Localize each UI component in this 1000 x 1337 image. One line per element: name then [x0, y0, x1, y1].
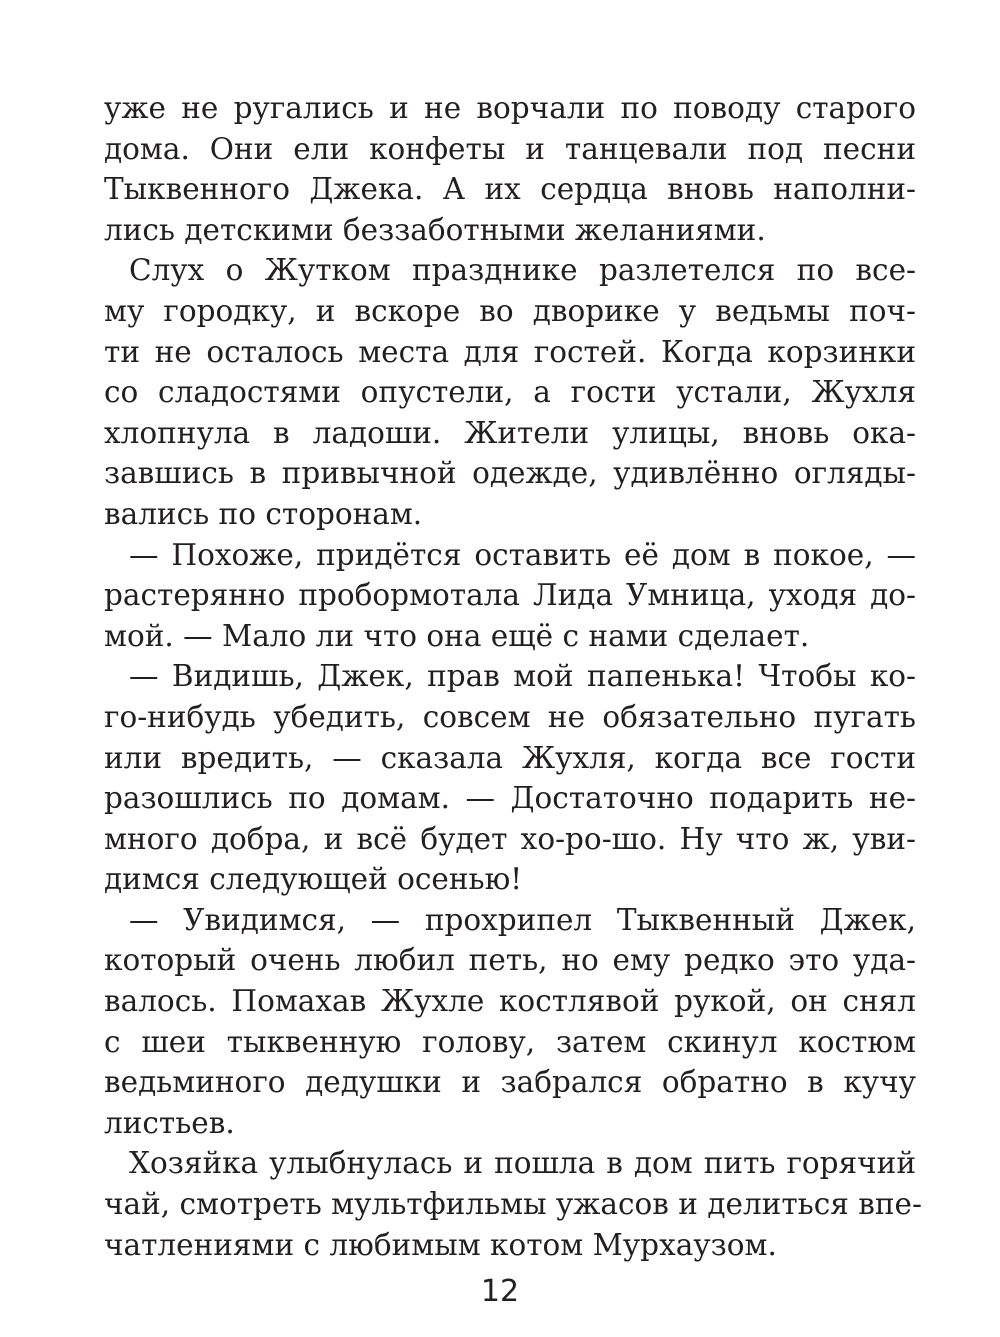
text-line: много добра, и всё будет хо-ро-шо. Ну что ж, уви-: [104, 821, 916, 856]
paragraph-5: [104, 900, 916, 1144]
text-line: который очень любил петь, но ему редко это уда-: [104, 943, 916, 978]
text-line: дома. Они ели конфеты и танцевали под песни: [104, 131, 916, 166]
text-line: — Увидимся, — прохрипел Тыквенный Джек,: [129, 902, 916, 937]
text-line: Тыквенного Джека. А их сердца вновь наполни-: [104, 172, 916, 207]
text-line: с шеи тыквенную голову, затем скинул костюм: [104, 1024, 916, 1059]
book-page-text: [104, 88, 922, 1265]
text-line: Хозяйка улыбнулась и пошла в дом пить горячий: [129, 1146, 916, 1181]
text-line: уже не ругались и не ворчали по поводу старого: [104, 91, 916, 125]
paragraph-3: [104, 535, 916, 657]
text-line: ти не осталось места для гостей. Когда корзинки: [104, 334, 916, 369]
text-line: — Похоже, придётся оставить её дом в покое, —: [129, 537, 916, 572]
text-line: ведьминого дедушки и забрался обратно в кучу: [104, 1065, 916, 1100]
text-line: разошлись по домам. — Достаточно подарить не-: [104, 781, 916, 816]
text-line: лись детскими беззаботными желаниями.: [104, 212, 766, 247]
text-line: завшись в привычной одежде, удивлённо огляды-: [104, 456, 916, 491]
text-line: вались по сторонам.: [104, 496, 423, 531]
paragraph-1: [104, 88, 916, 250]
text-line: Слух о Жутком празднике разлетелся по все-: [129, 253, 916, 288]
text-line: валось. Помахав Жухле костлявой рукой, он снял: [104, 984, 916, 1019]
text-line: со сладостями опустели, а гости устали, Жухля: [104, 375, 916, 410]
text-line: димся следующей осенью!: [104, 862, 523, 897]
page-number: 12: [480, 1274, 520, 1309]
text-line: — Видишь, Джек, прав мой папенька! Чтобы ко-: [129, 659, 916, 694]
text-line: листьев.: [104, 1105, 235, 1140]
text-line: му городку, и вскоре во дворике у ведьмы поч-: [104, 293, 916, 328]
paragraph-2: [104, 250, 916, 534]
text-line: растерянно пробормотала Лида Умница, уходя до-: [104, 578, 916, 613]
text-line: го-нибудь убедить, совсем не обязательно пугать: [104, 699, 916, 734]
text-line: или вредить, — сказала Жухля, когда все гости: [104, 740, 916, 775]
paragraph-4: [104, 656, 916, 900]
text-line: чай, смотреть мультфильмы ужасов и делиться впе-: [104, 1187, 922, 1222]
text-line: хлопнула в ладоши. Жители улицы, вновь ока-: [104, 415, 916, 450]
text-line: чатлениями с любимым котом Мурхаузом.: [104, 1227, 777, 1262]
text-line: мой. — Мало ли что она ещё с нами сделает.: [104, 618, 810, 653]
paragraph-6: [104, 1143, 922, 1265]
